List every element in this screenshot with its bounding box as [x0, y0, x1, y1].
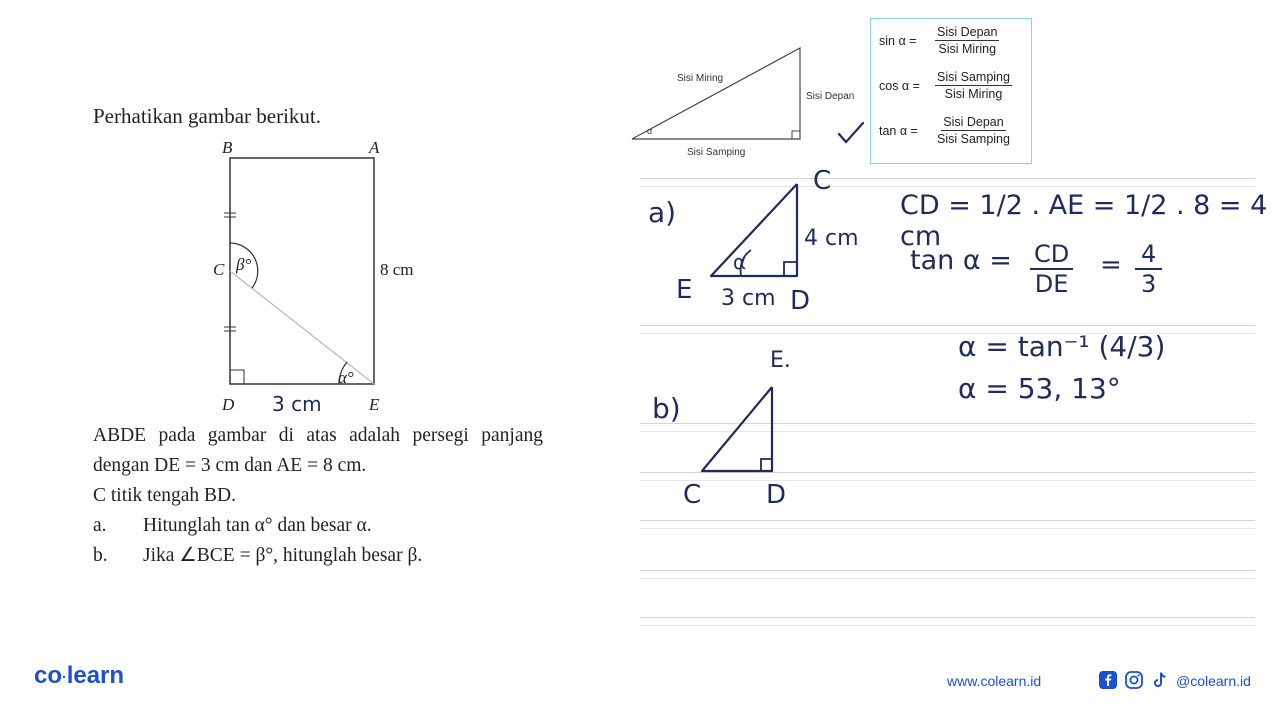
- cos-fraction: [935, 70, 1012, 101]
- reference-triangle: [628, 44, 808, 144]
- cos-denominator: Sisi Miring: [944, 87, 1003, 101]
- hyp-label: Sisi Miring: [677, 73, 724, 84]
- side-ae-label: 8 cm: [380, 260, 414, 279]
- sin-fraction: [935, 25, 999, 56]
- equation-tan-fraction: [1030, 240, 1073, 298]
- equation-tan-value-den: 3: [1141, 270, 1157, 298]
- tiktok-icon[interactable]: [1150, 670, 1170, 690]
- equation-cd: CD = 1/2 . AE = 1/2 . 8 = 4 cm: [900, 190, 1268, 252]
- cos-ratio: [879, 70, 1012, 101]
- reference-right-angle: [792, 131, 800, 139]
- problem-heading: Perhatikan gambar berikut.: [93, 104, 322, 128]
- opp-label: Sisi Depan: [806, 91, 855, 102]
- angle-alpha-label: α°: [338, 368, 354, 387]
- logo-dot-icon: ·: [62, 668, 67, 685]
- tri-a-angle: α: [733, 250, 747, 274]
- angle-beta-label: β°: [236, 255, 252, 274]
- equation-tan-value-num: 4: [1135, 240, 1162, 270]
- vertex-a-label: A: [369, 138, 380, 157]
- equation-arctan: α = tan⁻¹ (4/3): [958, 330, 1166, 363]
- ruled-line: [640, 520, 1255, 521]
- colearn-logo: [34, 662, 124, 690]
- solution-triangle-a: [705, 182, 815, 282]
- vertex-d-label: D: [222, 395, 235, 414]
- reference-triangle-shape: [632, 48, 800, 139]
- question-b-label: b.: [93, 545, 108, 566]
- facebook-icon[interactable]: [1098, 670, 1118, 690]
- social-handle[interactable]: @colearn.id: [1176, 673, 1251, 689]
- question-a-text: Hitunglah tan α° dan besar α.: [143, 515, 372, 536]
- ruled-line: [640, 578, 1255, 579]
- ruled-line: [640, 178, 1255, 179]
- instagram-icon[interactable]: [1124, 670, 1144, 690]
- ruled-line: [640, 570, 1255, 571]
- question-a: [93, 511, 543, 541]
- equation-tan-lhs: tan α =: [910, 245, 1012, 276]
- reference-angle-label: α: [647, 126, 653, 136]
- equation-tan-equals: =: [1100, 250, 1122, 280]
- tri-a-vertex-c: C: [813, 166, 832, 196]
- sin-numerator: Sisi Depan: [937, 25, 998, 39]
- tri-a-vertical-side: 4 cm: [804, 226, 859, 251]
- equation-tan-den: DE: [1034, 270, 1069, 298]
- problem-text: [93, 421, 543, 571]
- vertex-e-label: E: [369, 395, 380, 414]
- equation-tan-value-fraction: [1135, 240, 1162, 298]
- equation-alpha-result: α = 53, 13°: [958, 372, 1121, 405]
- vertex-b-label: B: [222, 138, 233, 157]
- problem-statement: ABDE pada gambar di atas adalah persegi panjang dengan DE = 3 cm dan AE = 8 cm.: [93, 425, 543, 476]
- tan-label: tan α =: [879, 123, 918, 138]
- tan-fraction: [935, 115, 1012, 146]
- cos-numerator: Sisi Samping: [937, 70, 1010, 84]
- sin-ratio: [879, 25, 999, 56]
- solution-triangle-a-right-angle: [784, 262, 797, 276]
- logo-left: co: [34, 662, 63, 689]
- equation-tan-num: CD: [1030, 240, 1073, 270]
- ruled-line: [640, 617, 1255, 618]
- rectangle-abde: [230, 158, 374, 384]
- checkmark-icon: [836, 120, 866, 146]
- adj-label: Sisi Samping: [687, 147, 746, 158]
- part-a-label: a): [648, 196, 677, 229]
- ruled-line: [640, 625, 1255, 626]
- tri-a-vertex-e: E: [676, 275, 693, 305]
- tri-b-vertex-e: E.: [770, 348, 791, 373]
- tri-b-vertex-c: C: [683, 480, 702, 510]
- question-b-text: Jika ∠BCE = β°, hitunglah besar β.: [143, 545, 423, 566]
- tan-ratio: [879, 115, 1012, 146]
- ruled-line: [640, 325, 1255, 326]
- tan-numerator: Sisi Depan: [943, 115, 1004, 129]
- ruled-line: [640, 480, 1255, 481]
- website-link[interactable]: www.colearn.id: [947, 673, 1042, 689]
- ruled-line: [640, 528, 1255, 529]
- cos-label: cos α =: [879, 78, 920, 93]
- tri-b-vertex-d: D: [766, 480, 787, 510]
- handwritten-de-length: 3 cm: [272, 392, 322, 416]
- right-angle-d: [230, 370, 244, 384]
- solution-triangle-b-right-angle: [761, 459, 772, 471]
- logo-right: learn: [66, 662, 125, 689]
- tri-a-base-side: 3 cm: [721, 286, 776, 311]
- vertex-c-label: C: [213, 260, 225, 279]
- tri-a-vertex-d: D: [790, 286, 811, 316]
- tan-denominator: Sisi Samping: [937, 132, 1010, 146]
- sin-label: sin α =: [879, 33, 917, 48]
- problem-midpoint: C titik tengah BD.: [93, 485, 236, 506]
- part-b-label: b): [652, 392, 681, 425]
- question-a-label: a.: [93, 515, 107, 536]
- trig-ratio-box: [870, 18, 1032, 164]
- solution-triangle-b: [698, 385, 783, 480]
- sin-denominator: Sisi Miring: [938, 42, 997, 56]
- question-b: [93, 541, 543, 571]
